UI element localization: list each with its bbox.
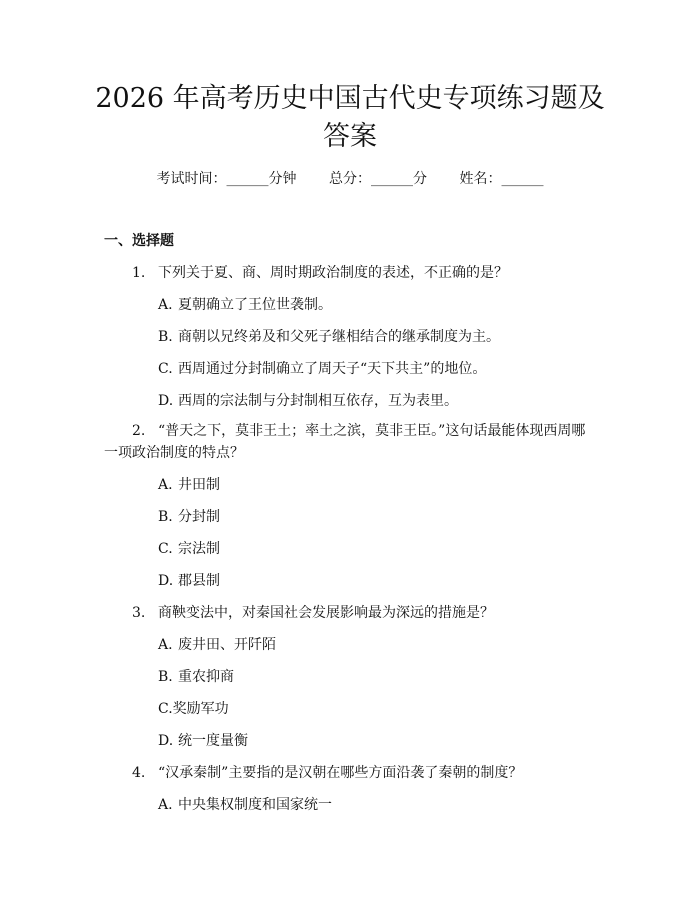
question-2-option-a [158,474,220,494]
question-1 [132,262,508,282]
option-letter: D. [158,573,174,589]
option-text: 郡县制 [178,573,220,589]
question-2-option-c [158,538,220,558]
question-number: 1. [132,265,146,281]
option-text: 统一度量衡 [178,733,248,749]
option-text: 中央集权制度和国家统一 [178,797,332,813]
question-4 [132,762,522,782]
option-letter: B. [158,509,173,525]
option-text: 分封制 [178,509,220,525]
option-text: 夏朝确立了王位世袭制。 [178,297,332,313]
question-number: 4. [132,765,146,781]
option-letter: B. [158,329,173,345]
section-title: 一、选择题 [104,233,174,249]
question-1-option-d [158,390,458,410]
question-number: 2. [132,423,146,439]
question-2-option-b [158,506,220,526]
exam-time-label: 考试时间：______分钟 [156,171,297,187]
option-text: 西周通过分封制确立了周天子“天下共主”的地位。 [178,361,487,377]
option-letter: A. [158,637,173,653]
question-text: 商鞅变法中，对秦国社会发展影响最为深远的措施是？ [158,605,494,621]
question-3-option-b [158,666,234,686]
question-2-option-d [158,570,220,590]
question-4-option-a [158,794,332,814]
question-3-option-d [158,730,248,750]
question-1-option-a [158,294,332,314]
question-1-option-c [158,358,486,378]
question-number: 3. [132,605,146,621]
question-text: 下列关于夏、商、周时期政治制度的表述，不正确的是？ [158,265,508,281]
option-text: 宗法制 [178,541,220,557]
option-letter: A. [158,297,173,313]
question-text: “普天之下，莫非王土；率土之滨，莫非王臣。”这句话最能体现西周哪一项政治制度的特点？ [104,423,586,461]
name-label: 姓名：______ [459,171,544,187]
option-text: 商朝以兄终弟及和父死子继相结合的继承制度为主。 [178,329,500,345]
document-title: 2026 年高考历史中国古代史专项练习题及答案 [95,83,605,152]
option-letter: A. [158,477,173,493]
exam-meta [0,168,700,188]
option-letter: C. [158,361,173,377]
option-letter: C. [158,701,173,717]
option-letter: D. [158,733,174,749]
option-letter: A. [158,797,173,813]
option-text: 井田制 [178,477,220,493]
option-letter: B. [158,669,173,685]
option-text: 重农抑商 [178,669,234,685]
option-text: 废井田、开阡陌 [178,637,276,653]
option-text: 西周的宗法制与分封制相互依存，互为表里。 [178,393,458,409]
total-score-label: 总分：______分 [329,171,427,187]
question-3-option-c [158,698,229,718]
question-2 [104,420,599,464]
question-3-option-a [158,634,276,654]
option-text: 奖励军功 [172,701,229,717]
question-1-option-b [158,326,500,346]
option-letter: D. [158,393,174,409]
question-3 [132,602,494,622]
question-text: “汉承秦制”主要指的是汉朝在哪些方面沿袭了秦朝的制度？ [158,765,523,781]
option-letter: C. [158,541,173,557]
